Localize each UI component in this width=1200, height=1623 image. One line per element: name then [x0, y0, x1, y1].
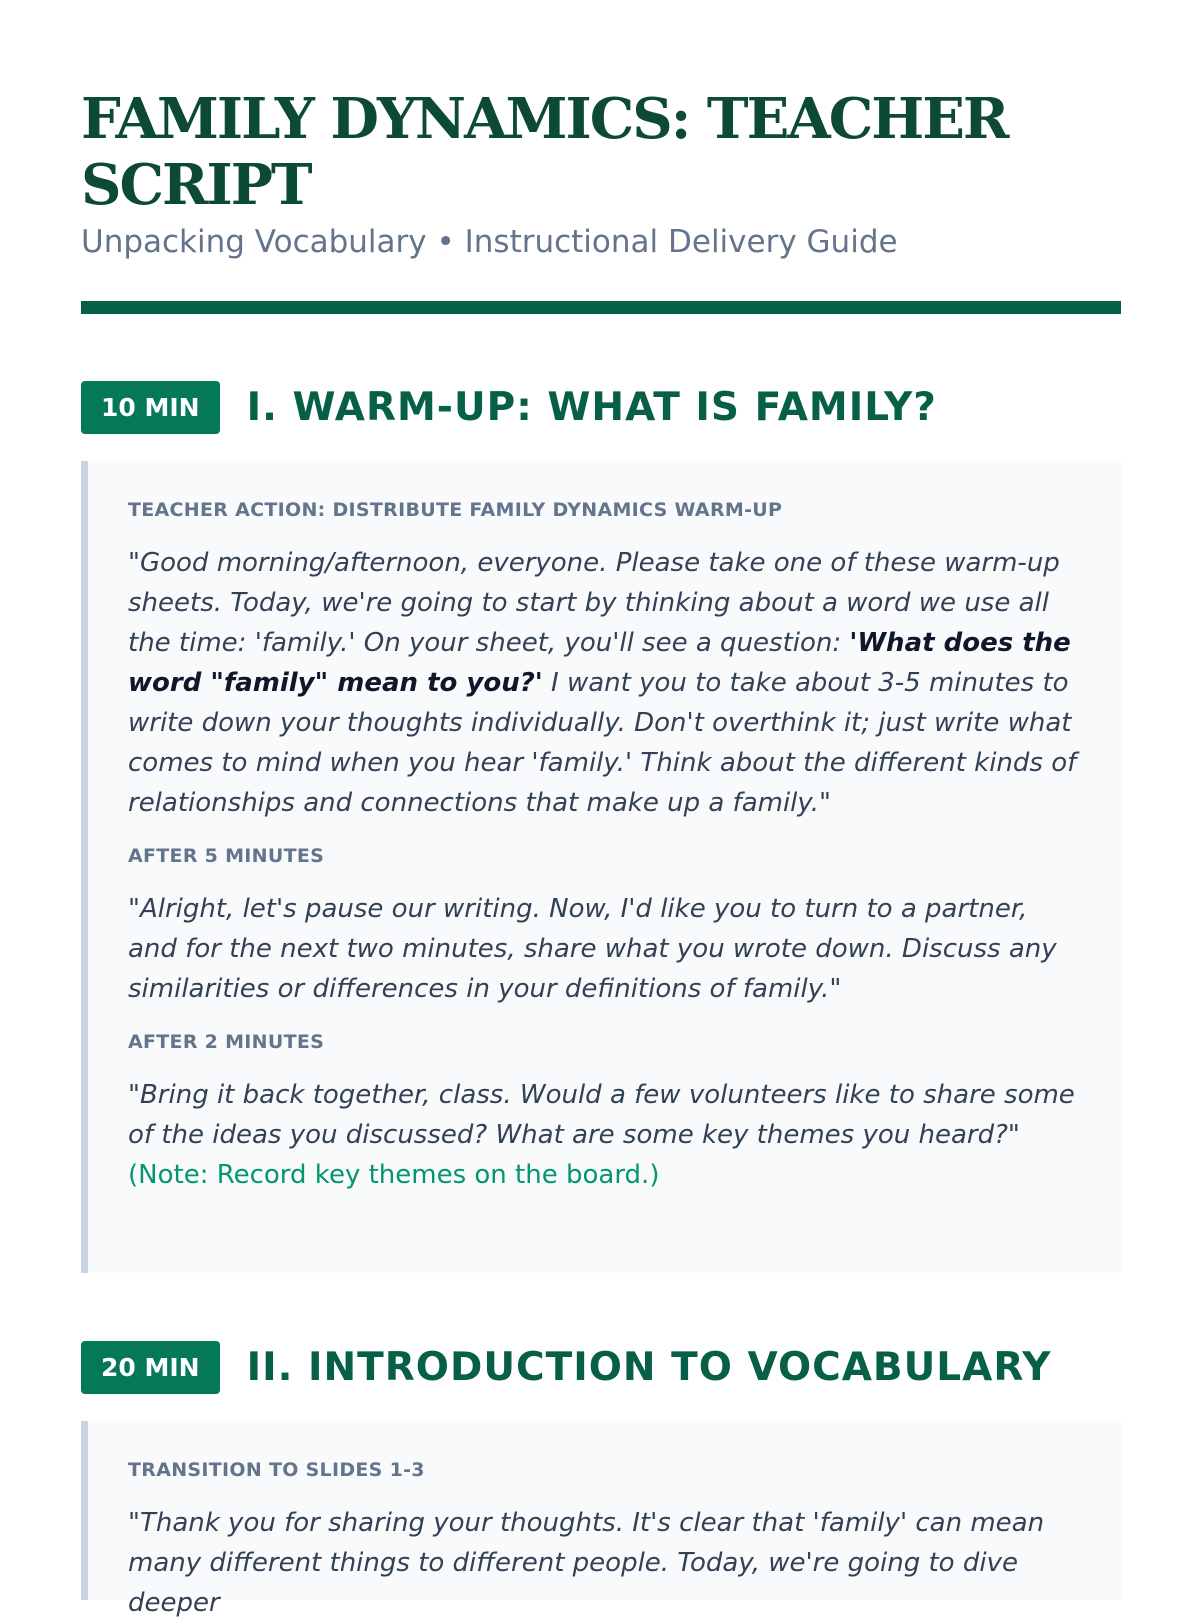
script-box-warm-up: [81, 461, 1121, 1273]
script-text: "Good morning/afternoon, everyone. Please take one of these warm-up sheets. Today, we're going to start by thinking about a word we use all the time: 'family.' On your sheet, you'll see a question:: [128, 548, 1060, 658]
document-title: FAMILY DYNAMICS: TEACHER SCRIPT: [81, 86, 1008, 218]
teacher-note: (Note: Record key themes on the board.): [128, 1160, 660, 1190]
script-box-vocabulary: [81, 1421, 1121, 1618]
stage-cue: TEACHER ACTION: DISTRIBUTE FAMILY DYNAMICS WARM-UP: [128, 499, 783, 521]
time-badge: 10 MIN: [81, 381, 220, 434]
script-text: I want you to take about 3-5 minutes to write down your thoughts individually. Don't overthink it; just write what comes to mind when you hear 'family.' Think about the different kinds of relationships and connections that make up a family.": [128, 668, 1077, 818]
script-line: "Thank you for sharing your thoughts. It's clear that 'family' can mean many different things to different people. Today, we're going to dive deeper: [128, 1508, 1045, 1618]
script-line: [128, 543, 1081, 823]
section-header-warm-up: [81, 381, 937, 434]
section-title: I. WARM-UP: WHAT IS FAMILY?: [246, 385, 937, 430]
header-divider: [81, 301, 1121, 314]
script-text: "Bring it back together, class. Would a few volunteers like to share some of the ideas you discussed? What are some key themes you heard?": [128, 1080, 1075, 1150]
document-header: [81, 86, 1121, 262]
time-badge: 20 MIN: [81, 1341, 220, 1394]
section-title: II. INTRODUCTION TO VOCABULARY: [246, 1345, 1052, 1390]
script-line: [128, 1075, 1081, 1195]
stage-cue: AFTER 2 MINUTES: [128, 1031, 325, 1053]
document-subtitle: Unpacking Vocabulary • Instructional Delivery Guide: [81, 224, 898, 260]
section-header-vocabulary: [81, 1341, 1051, 1394]
key-question: 'What does the word "family" mean to you?': [128, 628, 1071, 698]
stage-cue: TRANSITION TO SLIDES 1-3: [128, 1459, 425, 1481]
script-line: "Alright, let's pause our writing. Now, I'd like you to turn to a partner, and for the next two minutes, share what you wrote down. Discuss any similarities or differences in your definitions of family.": [128, 894, 1057, 1004]
stage-cue: AFTER 5 MINUTES: [128, 845, 325, 867]
